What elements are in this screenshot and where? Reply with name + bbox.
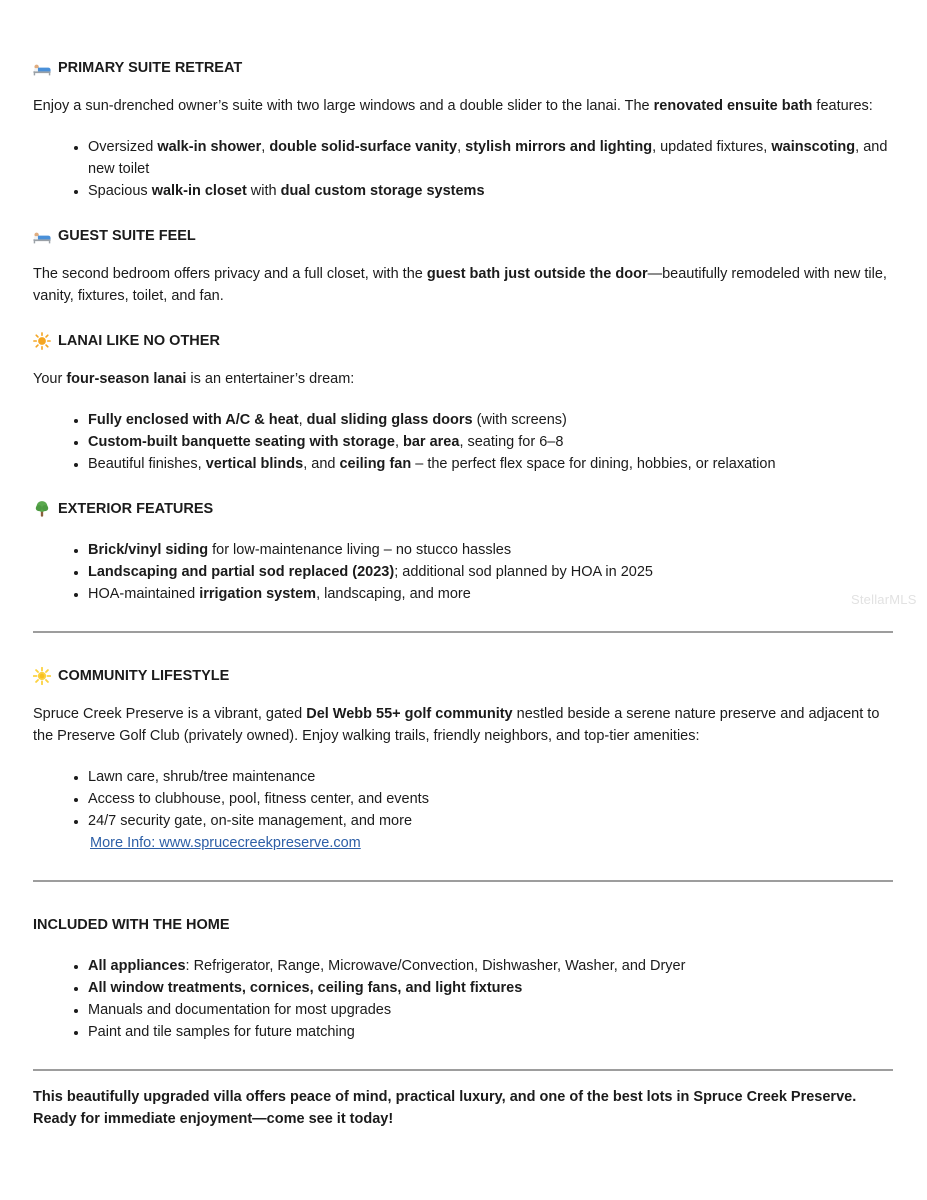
bullet-item: • Manuals and documentation for most upgrades [88, 999, 893, 1021]
bullet-list [33, 539, 893, 605]
bullet-item: • All window treatments, cornices, ceiling fans, and light fixtures [88, 977, 893, 999]
section-intro: Your four-season lanai is an entertainer’s dream: [33, 371, 355, 387]
bullet-item: • Brick/vinyl siding for low-maintenance living – no stucco hassles [88, 539, 893, 561]
section-title: EXTERIOR FEATURES [58, 501, 214, 517]
section-intro: Spruce Creek Preserve is a vibrant, gated Del Webb 55+ golf community nestled beside a serene nature preserve and adjacent to the Preserve Golf Club (privately owned). Enjoy walking trails, friendly neighbors, and top-tier amenities: [33, 706, 880, 744]
divider [33, 1069, 893, 1071]
closing-paragraph: This beautifully upgraded villa offers peace of mind, practical luxury, and one of the best lots in Spruce Creek Preserve. Ready for immediate enjoyment—come see it today! [33, 1089, 857, 1127]
divider [33, 880, 893, 882]
section-lanai [33, 330, 893, 475]
section-primary-suite [33, 57, 893, 202]
bullet-item: • Lawn care, shrub/tree maintenance [88, 766, 893, 788]
bullet-item: • Oversized walk-in shower, double solid-surface vanity, stylish mirrors and lighting, updated fixtures, wainscoting, and new toilet [88, 136, 893, 180]
bullet-list [33, 766, 893, 832]
section-guest-suite [33, 225, 893, 307]
sun-icon [33, 332, 51, 350]
bullet-item: • Access to clubhouse, pool, fitness center, and events [88, 788, 893, 810]
bullet-list [33, 955, 893, 1043]
bullet-item: • 24/7 security gate, on-site management, and more [88, 810, 893, 832]
section-community [33, 665, 893, 854]
section-title: GUEST SUITE FEEL [58, 228, 196, 244]
divider [33, 631, 893, 633]
section-title: INCLUDED WITH THE HOME [33, 917, 230, 933]
bullet-item: • All appliances: Refrigerator, Range, Microwave/Convection, Dishwasher, Washer, and Dryer [88, 955, 893, 977]
section-exterior [33, 498, 893, 605]
bullet-item: • Spacious walk-in closet with dual custom storage systems [88, 180, 893, 202]
section-heading-guest-suite [33, 225, 893, 247]
bullet-item: • Fully enclosed with A/C & heat, dual sliding glass doors (with screens) [88, 409, 893, 431]
section-included [33, 914, 893, 1043]
section-heading-exterior [33, 498, 893, 520]
bullet-item: • Paint and tile samples for future matching [88, 1021, 893, 1043]
tree-icon [33, 500, 51, 518]
glowing-star-icon [33, 667, 51, 685]
section-intro: Enjoy a sun-drenched owner’s suite with two large windows and a double slider to the lanai. The renovated ensuite bath features: [33, 98, 873, 114]
section-title: PRIMARY SUITE RETREAT [58, 60, 243, 76]
bullet-item: • Landscaping and partial sod replaced (2023); additional sod planned by HOA in 2025 [88, 561, 893, 583]
bullet-list [33, 136, 893, 202]
bed-icon [33, 59, 51, 77]
bullet-item: • HOA-maintained irrigation system, landscaping, and more [88, 583, 893, 605]
section-intro: The second bedroom offers privacy and a full closet, with the guest bath just outside the door—beautifully remodeled with new tile, vanity, fixtures, toilet, and fan. [33, 266, 887, 304]
bullet-item: • Beautiful finishes, vertical blinds, and ceiling fan – the perfect flex space for dining, hobbies, or relaxation [88, 453, 893, 475]
more-info-link-line [90, 832, 893, 854]
watermark: StellarMLS [851, 592, 917, 607]
section-title: LANAI LIKE NO OTHER [58, 333, 220, 349]
bed-icon [33, 227, 51, 245]
bullet-item: • Custom-built banquette seating with storage, bar area, seating for 6–8 [88, 431, 893, 453]
section-heading-primary-suite [33, 57, 893, 79]
section-heading-lanai [33, 330, 893, 352]
document-content [33, 57, 893, 1149]
bullet-list [33, 409, 893, 475]
section-heading-community [33, 665, 893, 687]
section-title: COMMUNITY LIFESTYLE [58, 668, 230, 684]
section-heading-included [33, 914, 893, 936]
more-info-link[interactable]: More Info: www.sprucecreekpreserve.com [90, 835, 361, 851]
